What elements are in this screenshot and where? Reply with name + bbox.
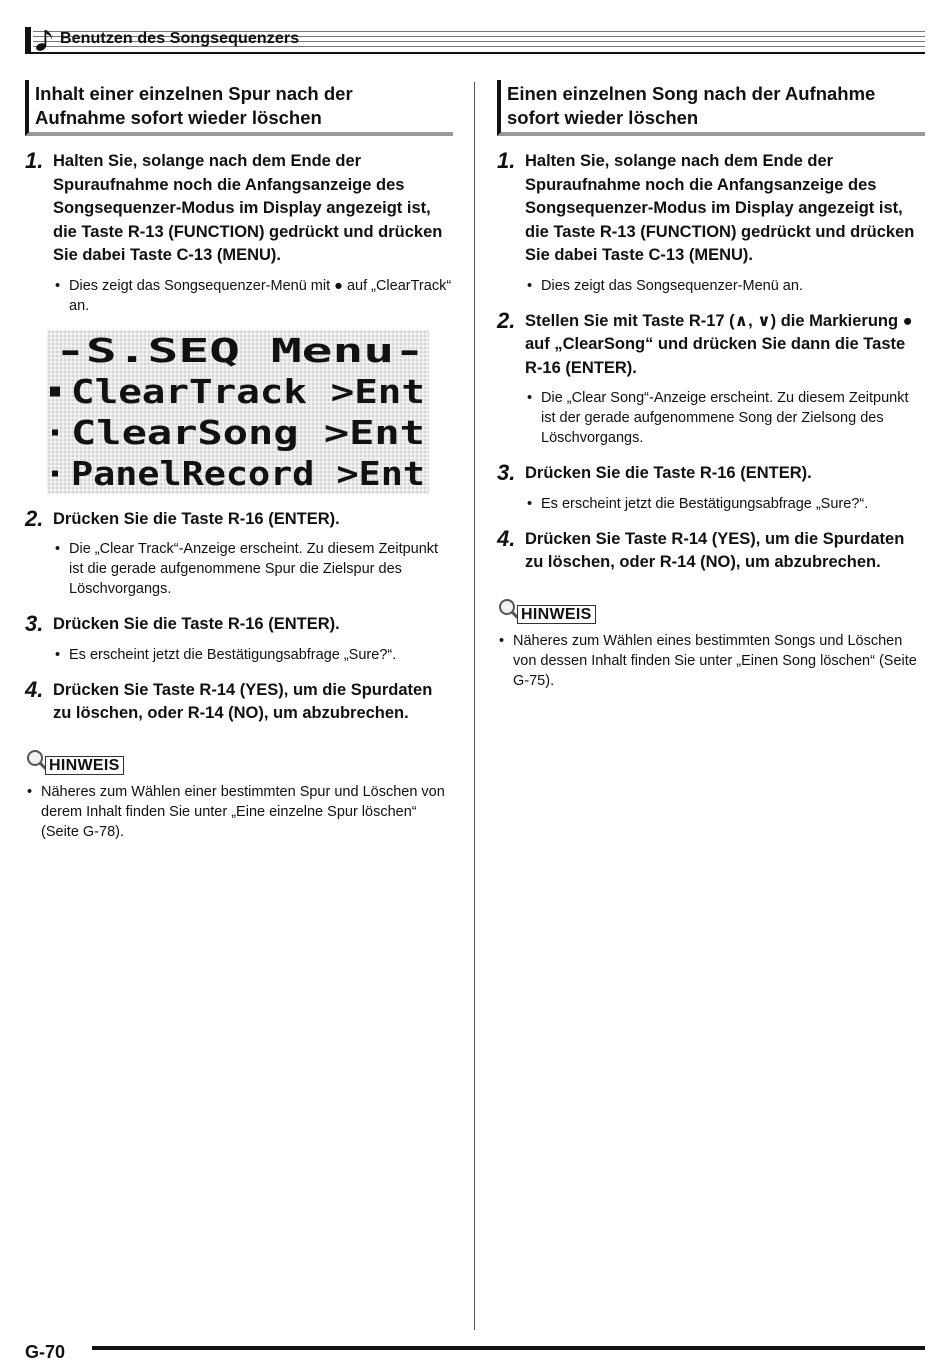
header-rule [25,52,925,54]
bullet-item: • Es erscheint jetzt die Bestätigungsabfrage „Sure?“. [53,645,453,665]
lcd-line: ClearSong >Ent [71,412,425,452]
step-number: 1. [25,148,44,173]
section-heading [497,80,925,136]
step-text: Halten Sie, solange nach dem Ende der Spuraufnahme noch die Anfangsanzeige des Songsequenzer-Modus im Display angezeigt ist, die Taste R-13 (FUNCTION) gedrückt und drücken Sie dabei Taste C-13 (MENU). [53,152,443,264]
running-header [25,27,925,55]
note-text: • Näheres zum Wählen einer bestimmten Spur und Löschen von derem Inhalt finden Sie unter „Eine einzelne Spur löschen“ (Seite G-78). [25,782,453,842]
bullet-item: • Die „Clear Song“-Anzeige erscheint. Zu diesem Zeitpunkt ist der gerade aufgenommene Song der Zielsong des Löschvorgangs. [525,388,925,448]
lcd-line: PanelRecord >Ent [71,453,425,493]
step-number: 4. [25,676,44,702]
step-4 [25,676,453,726]
right-column [497,80,925,691]
step-text: Drücken Sie die Taste R-16 (ENTER). [53,615,340,633]
heading-line: Inhalt einer einzelnen Spur nach der [35,83,353,104]
lcd-item-marker [52,470,58,476]
music-note-icon [34,28,56,52]
page-number: G-70 [25,1342,66,1362]
running-title: Benutzen des Songsequenzers [60,30,300,47]
step-3 [25,613,453,637]
step-3 [497,462,925,486]
hinweis-box [25,748,453,776]
bullet-item: • Dies zeigt das Songsequenzer-Menü mit ● auf „ClearTrack“ an. [53,276,453,316]
section-heading [25,80,453,136]
step-4 [497,525,925,575]
step-text: Drücken Sie die Taste R-16 (ENTER). [525,464,812,482]
step-number: 3. [25,611,44,636]
lcd-screen [47,330,429,494]
lcd-line: ClearTrack >Ent [71,371,425,411]
step-number: 3. [497,460,516,485]
step-1 [25,150,453,268]
lcd-selected-marker [50,386,60,396]
step-number: 2. [497,307,516,333]
header-bar [25,27,31,53]
hinweis-box [497,597,925,625]
step-text: Stellen Sie mit Taste R-17 (∧, ∨) die Markierung ● auf „ClearSong“ und drücken Sie dann die Taste R-16 (ENTER). [525,311,913,377]
lcd-line: -S.SEQ Menu- [55,330,425,370]
step-text: Halten Sie, solange nach dem Ende der Spuraufnahme noch die Anfangsanzeige des Songsequenzer-Modus im Display angezeigt ist, die Taste R-13 (FUNCTION) gedrückt und drücken Sie dabei Taste C-13 (MENU). [525,152,915,264]
lcd-item-marker [52,429,58,435]
lcd-display [47,330,453,494]
step-number: 1. [497,148,516,173]
bullet-item: • Die „Clear Track“-Anzeige erscheint. Zu diesem Zeitpunkt ist die gerade aufgenommene Spur die Zielspur des Löschvorgangs. [53,539,453,599]
hinweis-label: HINWEIS [517,605,596,624]
step-text: Drücken Sie die Taste R-16 (ENTER). [53,509,340,528]
note-text: • Näheres zum Wählen eines bestimmten Songs und Löschen von dessen Inhalt finden Sie unter „Einen Song löschen“ (Seite G-75). [497,631,925,691]
step-1 [497,150,925,268]
bullet-item: • Dies zeigt das Songsequenzer-Menü an. [525,276,925,296]
step-text: Drücken Sie Taste R-14 (YES), um die Spurdaten zu löschen, oder R-14 (NO), um abzubrechen. [525,529,905,571]
column-divider [474,82,475,1330]
step-text: Drücken Sie Taste R-14 (YES), um die Spurdaten zu löschen, oder R-14 (NO), um abzubrechen. [53,680,433,722]
step-2 [497,307,925,381]
heading-line: sofort wieder löschen [507,107,699,128]
footer-rule [92,1346,925,1350]
step-2 [25,505,453,532]
step-number: 2. [25,505,44,531]
left-column [25,80,453,842]
heading-line: Einen einzelnen Song nach der Aufnahme [507,83,876,104]
hinweis-label: HINWEIS [45,756,124,775]
heading-line: Aufnahme sofort wieder löschen [35,107,322,128]
bullet-item: • Es erscheint jetzt die Bestätigungsabfrage „Sure?“. [525,494,925,514]
step-number: 4. [497,525,516,551]
